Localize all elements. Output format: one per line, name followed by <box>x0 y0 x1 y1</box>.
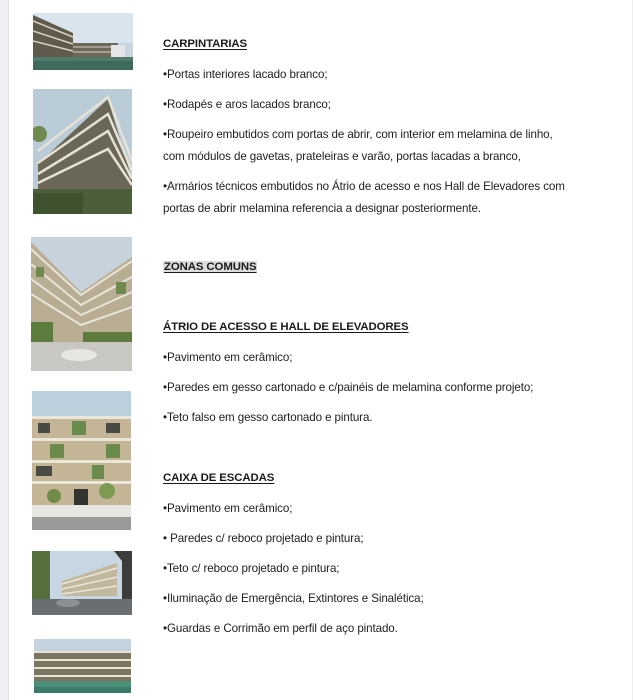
list-item: •Portas interiores lacado branco; <box>163 68 328 81</box>
render-pool-facade <box>34 639 131 693</box>
list-item: • Paredes c/ reboco projetado e pintura; <box>163 532 364 545</box>
section-heading-atrio: ÁTRIO DE ACESSO E HALL DE ELEVADORES <box>163 321 409 333</box>
render-building-corner <box>33 89 132 214</box>
list-item: •Roupeiro embutidos com portas de abrir, com interior em melamina de linho, <box>163 128 553 141</box>
list-item: •Guardas e Corrimão em perfil de aço pintado. <box>163 622 398 635</box>
list-item: •Teto c/ reboco projetado e pintura; <box>163 562 340 575</box>
list-item: •Pavimento em cerâmico; <box>163 502 293 515</box>
list-item: •Pavimento em cerâmico; <box>163 351 293 364</box>
highlighted-heading-text: ZONAS COMUNS <box>164 261 257 273</box>
section-heading-caixa-escadas: CAIXA DE ESCADAS <box>163 472 275 484</box>
list-item: •Rodapés e aros lacados branco; <box>163 98 331 111</box>
render-front-facade <box>32 391 131 530</box>
list-item-continuation: portas de abrir melamina referencia a designar posteriormente. <box>163 202 481 215</box>
render-pool-terrace <box>33 13 133 70</box>
list-item: •Iluminação de Emergência, Extintores e Sinalética; <box>163 592 424 605</box>
list-item-continuation: com módulos de gavetas, prateleiras e varão, portas lacadas a branco, <box>163 150 521 163</box>
list-item: •Paredes em gesso cartonado e c/painéis de melamina conforme projeto; <box>163 381 534 394</box>
list-item: •Armários técnicos embutidos no Átrio de acesso e nos Hall de Elevadores com <box>163 180 565 193</box>
render-driveway <box>32 551 132 615</box>
section-heading-carpintarias: CARPINTARIAS <box>163 38 248 50</box>
section-heading-zonas-comuns <box>163 261 257 273</box>
list-item: •Teto falso em gesso cartonado e pintura. <box>163 411 373 424</box>
render-courtyard-car <box>31 237 132 371</box>
page-left-margin <box>0 0 9 700</box>
